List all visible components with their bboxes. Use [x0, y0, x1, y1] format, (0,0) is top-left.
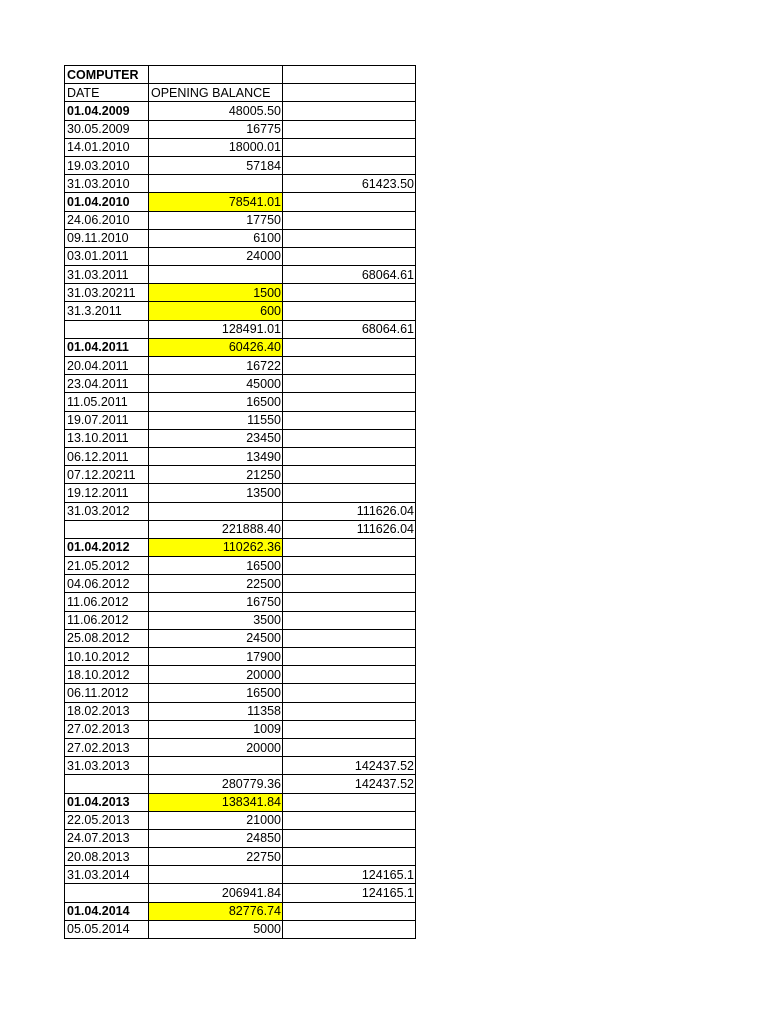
table-row	[65, 866, 416, 884]
table-row	[65, 375, 416, 393]
date-cell[interactable]: 31.03.2011	[65, 266, 149, 284]
date-cell[interactable]: 01.04.2009	[65, 102, 149, 120]
title-row-cell-b[interactable]	[149, 66, 283, 84]
table-row	[65, 920, 416, 938]
opening-balance-header-cell[interactable]: OPENING BALANCE	[149, 84, 283, 102]
balance-cell[interactable]	[283, 720, 416, 738]
balance-cell[interactable]	[283, 702, 416, 720]
amount-cell[interactable]: 17750	[149, 211, 283, 229]
title-row-cell-c[interactable]	[283, 66, 416, 84]
date-cell[interactable]: 10.10.2012	[65, 648, 149, 666]
table-row	[65, 593, 416, 611]
table-row	[65, 557, 416, 575]
balance-cell[interactable]: 61423.50	[283, 175, 416, 193]
balance-cell[interactable]	[283, 429, 416, 447]
date-cell[interactable]: 18.10.2012	[65, 666, 149, 684]
amount-cell[interactable]: 138341.84	[149, 793, 283, 811]
table-row	[65, 338, 416, 356]
table-row	[65, 484, 416, 502]
date-cell[interactable]: 06.12.2011	[65, 447, 149, 465]
date-cell[interactable]: 18.02.2013	[65, 702, 149, 720]
balance-cell[interactable]	[283, 648, 416, 666]
balance-cell[interactable]	[283, 211, 416, 229]
amount-cell[interactable]: 82776.74	[149, 902, 283, 920]
amount-cell[interactable]: 600	[149, 302, 283, 320]
amount-cell[interactable]: 16750	[149, 593, 283, 611]
table-row	[65, 156, 416, 174]
date-cell[interactable]: 05.05.2014	[65, 920, 149, 938]
balance-cell[interactable]	[283, 302, 416, 320]
balance-cell[interactable]	[283, 393, 416, 411]
date-cell[interactable]: 31.3.2011	[65, 302, 149, 320]
amount-cell[interactable]: 11358	[149, 702, 283, 720]
balance-cell[interactable]: 142437.52	[283, 757, 416, 775]
date-header-cell[interactable]: DATE	[65, 84, 149, 102]
amount-cell[interactable]: 16500	[149, 684, 283, 702]
balance-cell[interactable]	[283, 738, 416, 756]
balance-cell[interactable]	[283, 138, 416, 156]
date-cell[interactable]: 06.11.2012	[65, 684, 149, 702]
amount-cell[interactable]: 11550	[149, 411, 283, 429]
balance-cell[interactable]	[283, 193, 416, 211]
date-cell[interactable]	[65, 775, 149, 793]
table-row	[65, 138, 416, 156]
amount-cell[interactable]: 280779.36	[149, 775, 283, 793]
balance-cell[interactable]	[283, 902, 416, 920]
table-row	[65, 811, 416, 829]
amount-cell[interactable]	[149, 175, 283, 193]
date-cell[interactable]: 30.05.2009	[65, 120, 149, 138]
date-cell[interactable]: 31.03.2012	[65, 502, 149, 520]
amount-cell[interactable]: 60426.40	[149, 338, 283, 356]
amount-cell[interactable]: 221888.40	[149, 520, 283, 538]
balance-cell[interactable]	[283, 338, 416, 356]
date-cell[interactable]: 19.03.2010	[65, 156, 149, 174]
balance-cell[interactable]	[283, 684, 416, 702]
table-row	[65, 848, 416, 866]
balance-cell[interactable]	[283, 593, 416, 611]
table-row	[65, 284, 416, 302]
amount-cell[interactable]	[149, 502, 283, 520]
amount-cell[interactable]: 16500	[149, 557, 283, 575]
table-row	[65, 611, 416, 629]
amount-cell[interactable]: 3500	[149, 611, 283, 629]
amount-cell[interactable]: 1500	[149, 284, 283, 302]
amount-cell[interactable]: 16722	[149, 357, 283, 375]
date-cell[interactable]: 31.03.2013	[65, 757, 149, 775]
amount-cell[interactable]: 16775	[149, 120, 283, 138]
date-cell[interactable]: 25.08.2012	[65, 629, 149, 647]
date-cell[interactable]: 07.12.20211	[65, 466, 149, 484]
table-row	[65, 302, 416, 320]
table-row	[65, 320, 416, 338]
balance-cell[interactable]: 142437.52	[283, 775, 416, 793]
balance-cell[interactable]	[283, 447, 416, 465]
balance-cell[interactable]	[283, 848, 416, 866]
table-row	[65, 720, 416, 738]
date-cell[interactable]: 31.03.2010	[65, 175, 149, 193]
date-cell[interactable]	[65, 884, 149, 902]
balance-cell[interactable]	[283, 375, 416, 393]
amount-cell[interactable]: 20000	[149, 738, 283, 756]
date-cell[interactable]: 11.05.2011	[65, 393, 149, 411]
amount-cell[interactable]: 45000	[149, 375, 283, 393]
date-cell[interactable]: 27.02.2013	[65, 720, 149, 738]
table-row	[65, 193, 416, 211]
date-cell[interactable]: 24.06.2010	[65, 211, 149, 229]
balance-cell[interactable]: 68064.61	[283, 266, 416, 284]
table-row	[65, 775, 416, 793]
date-cell[interactable]: 01.04.2012	[65, 538, 149, 556]
amount-cell[interactable]: 23450	[149, 429, 283, 447]
table-row	[65, 538, 416, 556]
balance-cell[interactable]: 111626.04	[283, 502, 416, 520]
balance-cell[interactable]	[283, 484, 416, 502]
table-row	[65, 738, 416, 756]
balance-cell[interactable]	[283, 793, 416, 811]
balance-cell[interactable]	[283, 466, 416, 484]
table-row	[65, 793, 416, 811]
amount-cell[interactable]: 24000	[149, 247, 283, 265]
table-row	[65, 175, 416, 193]
column-header-row	[65, 84, 416, 102]
date-cell[interactable]: 11.06.2012	[65, 593, 149, 611]
amount-cell[interactable]: 16500	[149, 393, 283, 411]
balance-cell[interactable]	[283, 120, 416, 138]
amount-cell[interactable]: 17900	[149, 648, 283, 666]
amount-cell[interactable]: 20000	[149, 666, 283, 684]
amount-cell[interactable]: 22500	[149, 575, 283, 593]
balance-cell[interactable]	[283, 247, 416, 265]
table-row	[65, 648, 416, 666]
table-row	[65, 429, 416, 447]
date-cell[interactable]: 01.04.2013	[65, 793, 149, 811]
table-row	[65, 393, 416, 411]
date-cell[interactable]: 31.03.20211	[65, 284, 149, 302]
amount-cell[interactable]: 22750	[149, 848, 283, 866]
date-cell[interactable]: 01.04.2014	[65, 902, 149, 920]
balance-cell[interactable]	[283, 611, 416, 629]
balance-cell[interactable]	[283, 666, 416, 684]
balance-cell[interactable]	[283, 229, 416, 247]
table-row	[65, 702, 416, 720]
title-row	[65, 66, 416, 84]
balance-cell[interactable]: 68064.61	[283, 320, 416, 338]
balance-cell[interactable]	[283, 102, 416, 120]
balance-cell[interactable]	[283, 538, 416, 556]
amount-cell[interactable]: 24850	[149, 829, 283, 847]
date-cell[interactable]: 11.06.2012	[65, 611, 149, 629]
date-cell[interactable]: 24.07.2013	[65, 829, 149, 847]
balance-cell[interactable]	[283, 811, 416, 829]
amount-cell[interactable]: 48005.50	[149, 102, 283, 120]
table-row	[65, 829, 416, 847]
date-cell[interactable]: 23.04.2011	[65, 375, 149, 393]
table-row	[65, 466, 416, 484]
balance-cell[interactable]	[283, 284, 416, 302]
balance-cell[interactable]	[283, 920, 416, 938]
date-cell[interactable]: 31.03.2014	[65, 866, 149, 884]
balance-cell[interactable]: 124165.1	[283, 884, 416, 902]
table-row	[65, 684, 416, 702]
date-cell[interactable]: 14.01.2010	[65, 138, 149, 156]
amount-cell[interactable]	[149, 757, 283, 775]
amount-cell[interactable]: 128491.01	[149, 320, 283, 338]
date-cell[interactable]	[65, 520, 149, 538]
balance-cell[interactable]	[283, 357, 416, 375]
table-row	[65, 211, 416, 229]
header-row-cell-c[interactable]	[283, 84, 416, 102]
spreadsheet-body	[65, 66, 416, 939]
amount-cell[interactable]: 24500	[149, 629, 283, 647]
date-cell[interactable]: 20.04.2011	[65, 357, 149, 375]
amount-cell[interactable]: 1009	[149, 720, 283, 738]
table-row	[65, 757, 416, 775]
table-row	[65, 666, 416, 684]
balance-cell[interactable]: 111626.04	[283, 520, 416, 538]
table-row	[65, 520, 416, 538]
date-cell[interactable]: 04.06.2012	[65, 575, 149, 593]
date-cell[interactable]: 22.05.2013	[65, 811, 149, 829]
table-row	[65, 447, 416, 465]
date-cell[interactable]: 19.12.2011	[65, 484, 149, 502]
amount-cell[interactable]: 78541.01	[149, 193, 283, 211]
amount-cell[interactable]: 18000.01	[149, 138, 283, 156]
date-cell[interactable]: 13.10.2011	[65, 429, 149, 447]
date-cell[interactable]: 09.11.2010	[65, 229, 149, 247]
date-cell[interactable]: 21.05.2012	[65, 557, 149, 575]
amount-cell[interactable]: 6100	[149, 229, 283, 247]
amount-cell[interactable]	[149, 866, 283, 884]
balance-cell[interactable]	[283, 557, 416, 575]
table-row	[65, 575, 416, 593]
date-cell[interactable]: 01.04.2011	[65, 338, 149, 356]
amount-cell[interactable]: 21000	[149, 811, 283, 829]
date-cell[interactable]	[65, 320, 149, 338]
date-cell[interactable]: 01.04.2010	[65, 193, 149, 211]
amount-cell[interactable]: 206941.84	[149, 884, 283, 902]
table-row	[65, 884, 416, 902]
balance-cell[interactable]	[283, 829, 416, 847]
amount-cell[interactable]: 110262.36	[149, 538, 283, 556]
spreadsheet-table	[64, 65, 416, 939]
balance-cell[interactable]: 124165.1	[283, 866, 416, 884]
balance-cell[interactable]	[283, 156, 416, 174]
balance-cell[interactable]	[283, 629, 416, 647]
amount-cell[interactable]: 57184	[149, 156, 283, 174]
amount-cell[interactable]: 13500	[149, 484, 283, 502]
table-row	[65, 411, 416, 429]
table-row	[65, 102, 416, 120]
table-row	[65, 902, 416, 920]
date-cell[interactable]: 03.01.2011	[65, 247, 149, 265]
table-row	[65, 266, 416, 284]
table-row	[65, 502, 416, 520]
date-cell[interactable]: 27.02.2013	[65, 738, 149, 756]
amount-cell[interactable]	[149, 266, 283, 284]
amount-cell[interactable]: 21250	[149, 466, 283, 484]
sheet-title-cell[interactable]: COMPUTER	[65, 66, 149, 84]
balance-cell[interactable]	[283, 575, 416, 593]
amount-cell[interactable]: 5000	[149, 920, 283, 938]
table-row	[65, 229, 416, 247]
balance-cell[interactable]	[283, 411, 416, 429]
table-row	[65, 120, 416, 138]
amount-cell[interactable]: 13490	[149, 447, 283, 465]
date-cell[interactable]: 20.08.2013	[65, 848, 149, 866]
table-row	[65, 247, 416, 265]
table-row	[65, 357, 416, 375]
date-cell[interactable]: 19.07.2011	[65, 411, 149, 429]
table-row	[65, 629, 416, 647]
